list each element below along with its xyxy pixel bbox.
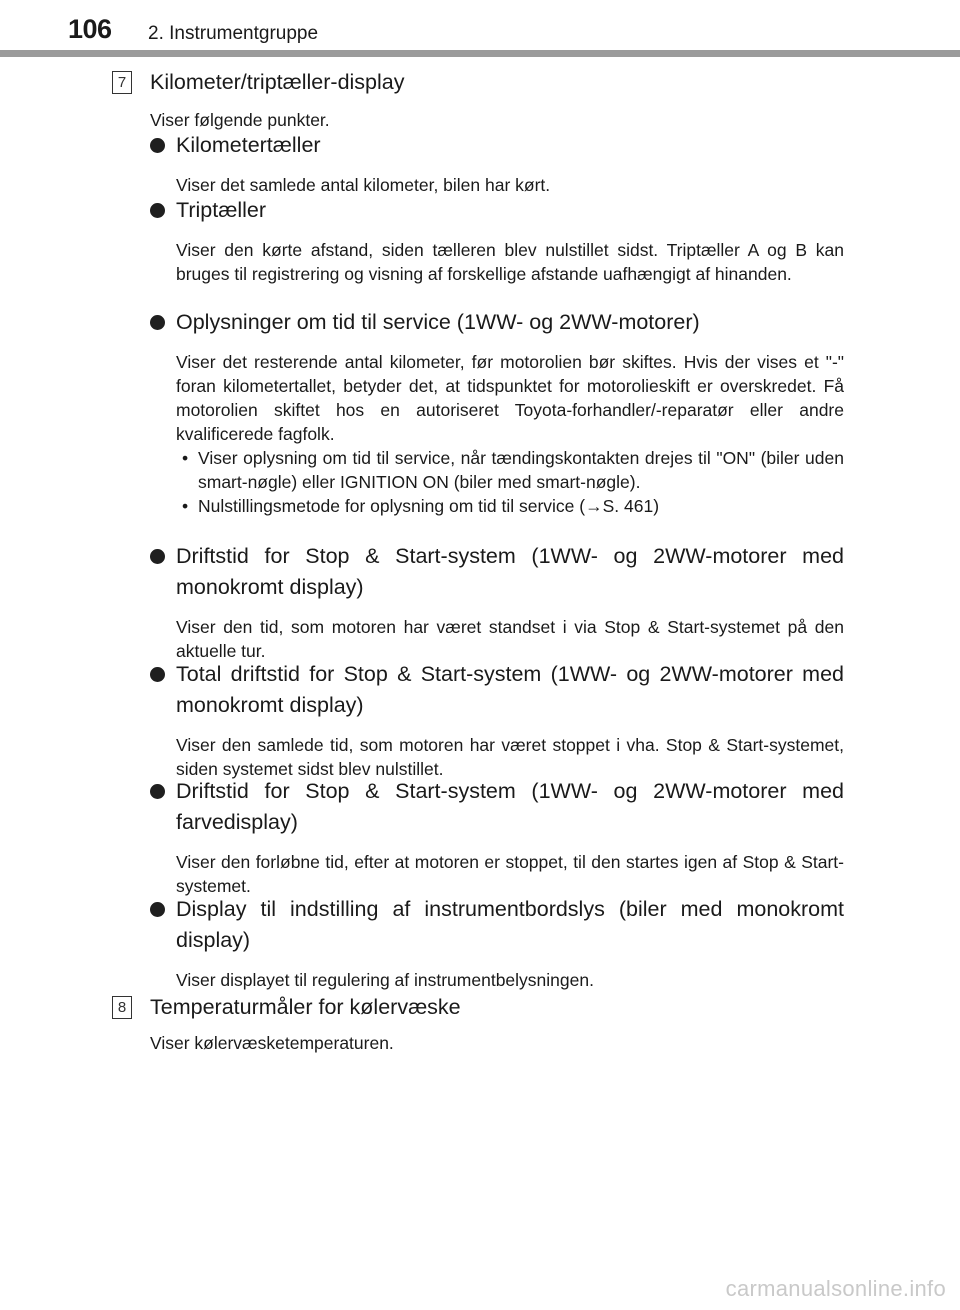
item-desc: Viser den kørte afstand, siden tælleren blev nulstillet sidst. Triptæller A og B kan bruges til registrering og visning af forskellige afstande uafhængigt af hinanden. xyxy=(176,240,844,284)
bullet-icon xyxy=(150,667,165,682)
item-total-stop-start xyxy=(150,659,844,781)
item-stop-start-mono xyxy=(150,541,844,663)
item-triptaeller xyxy=(150,195,844,286)
section-8-badge: 8 xyxy=(112,996,132,1019)
section-7-badge: 7 xyxy=(112,71,132,94)
item-desc: Viser det resterende antal kilometer, før motorolien bør skiftes. Hvis der vises et "-" foran kilometertallet, betyder det, at tidspunktet for motorolieskift er overskredet. Få motorolien skiftet hos en autoriseret Toyota-forhandler/-reparatør eller andre kvalificerede fagfolk. xyxy=(176,352,844,444)
item-title: Oplysninger om tid til service (1WW- og 2WW-motorer) xyxy=(176,310,700,334)
bullet-icon xyxy=(150,784,165,799)
item-title: Total driftstid for Stop & Start-system (1WW- og 2WW-motorer med monokromt display) xyxy=(176,662,844,717)
section-8-title: Temperaturmåler for kølervæske xyxy=(150,995,461,1019)
watermark: carmanualsonline.info xyxy=(725,1276,946,1301)
section-7-intro: Viser følgende punkter. xyxy=(150,110,330,130)
item-kilometertaeller xyxy=(150,130,844,197)
sub-list-item: • Nulstillingsmetode for oplysning om tid til service (→S. 461) xyxy=(182,496,660,516)
bullet-icon xyxy=(150,315,165,330)
item-title: Display til indstilling af instrumentbordslys (biler med monokromt display) xyxy=(176,897,844,952)
item-desc: Viser displayet til regulering af instrumentbelysningen. xyxy=(176,970,594,990)
bullet-icon xyxy=(150,203,165,218)
section-8-intro: Viser kølervæsketemperaturen. xyxy=(150,1033,394,1053)
item-desc: Viser den samlede tid, som motoren har været stoppet i vha. Stop & Start-systemet, siden systemet sidst blev nulstillet. xyxy=(176,735,844,779)
item-stop-start-color xyxy=(150,776,844,898)
item-desc: Viser det samlede antal kilometer, bilen har kørt. xyxy=(176,175,551,195)
section-7-title: Kilometer/triptæller-display xyxy=(150,70,405,94)
bullet-icon xyxy=(150,138,165,153)
item-title: Driftstid for Stop & Start-system (1WW- og 2WW-motorer med farvedisplay) xyxy=(176,779,844,834)
item-title: Kilometertæller xyxy=(176,133,321,157)
page-number: 106 xyxy=(68,14,112,44)
sub-bullet-icon: • xyxy=(182,448,189,468)
item-title: Driftstid for Stop & Start-system (1WW- og 2WW-motorer med monokromt display) xyxy=(176,544,844,599)
item-desc: Viser den forløbne tid, efter at motoren er stoppet, til den startes igen af Stop & Start-systemet. xyxy=(176,852,844,896)
item-desc: Viser den tid, som motoren har været standset i via Stop & Start-systemet på den aktuelle tur. xyxy=(176,617,844,661)
item-instrument-lights xyxy=(150,894,844,992)
bullet-icon xyxy=(150,549,165,564)
item-service-info xyxy=(150,307,844,518)
chapter-title: 2. Instrumentgruppe xyxy=(148,23,319,44)
sub-bullet-icon: • xyxy=(182,496,189,516)
sub-list xyxy=(176,446,844,518)
bullet-icon xyxy=(150,902,165,917)
page-header xyxy=(0,0,960,60)
item-title: Triptæller xyxy=(176,198,266,222)
header-rule xyxy=(0,50,960,57)
sub-list-item: • Viser oplysning om tid til service, når tændingskontakten drejes til "ON" (biler uden smart-nøgle) eller IGNITION ON (biler med smart-nøgle). xyxy=(182,448,844,492)
